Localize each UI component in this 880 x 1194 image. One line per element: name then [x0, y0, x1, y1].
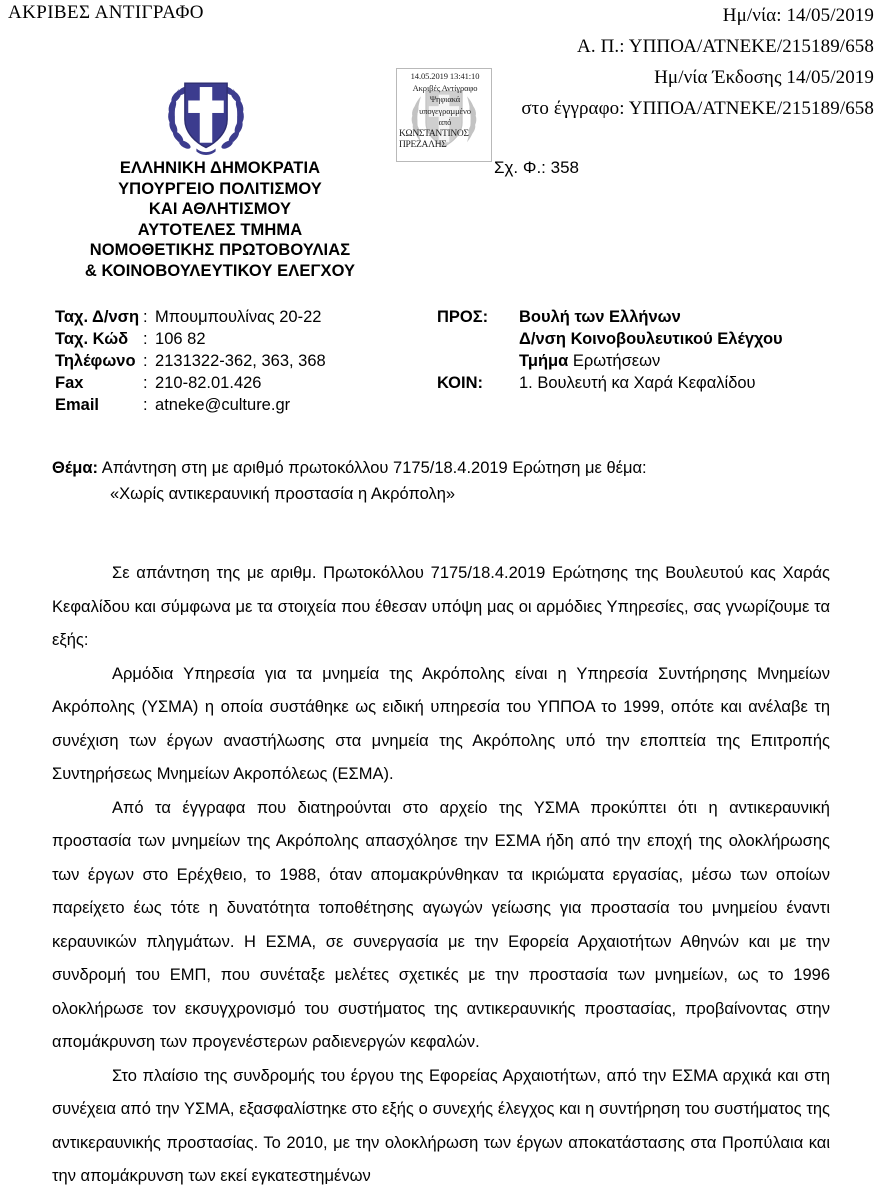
- recipient-to-line-1: Βουλή των Ελλήνων: [519, 308, 681, 326]
- ministry-line-republic: ΕΛΛΗΝΙΚΗ ΔΗΜΟΚΡΑΤΙΑ: [119, 159, 321, 177]
- stamp-signer-last-name: ΠΡΕΖΑΛΗΣ: [399, 139, 447, 150]
- recipient-spacer-1: [437, 328, 519, 350]
- contact-value-address: Μπουμπουλίνας 20-22: [155, 308, 322, 326]
- metadata-issue-date: Ημ/νία Έκδοσης 14/05/2019: [654, 67, 874, 88]
- contact-row-email: [55, 394, 326, 416]
- recipient-row-cc: [437, 372, 783, 394]
- contact-label-email: Email: [55, 396, 100, 414]
- ministry-line-sports: ΚΑΙ ΑΘΛΗΤΙΣΜΟΥ: [148, 200, 292, 218]
- digital-signature-stamp: [396, 68, 492, 162]
- contact-value-phone: 2131322-362, 363, 368: [155, 352, 326, 370]
- related-file-reference: Σχ. Φ.: 358: [494, 158, 579, 177]
- recipient-spacer-2: [437, 350, 519, 372]
- recipient-to-line-3: [519, 350, 783, 372]
- subject-block: [52, 455, 842, 507]
- recipient-row-to: [437, 306, 783, 328]
- ministry-line-legislative: ΝΟΜΟΘΕΤΙΚΗΣ ΠΡΩΤΟΒΟΥΛΙΑΣ: [89, 241, 351, 259]
- stamp-signed-word: υπογεγραμμένο: [419, 105, 471, 116]
- contact-label-fax: Fax: [55, 374, 84, 392]
- contact-row-phone: [55, 350, 326, 372]
- recipient-to-line-2: Δ/νση Κοινοβουλευτικού Ελέγχου: [519, 330, 783, 348]
- contact-sep-fax: :: [143, 374, 148, 392]
- stamp-signed-digitally: Ψηφιακά: [429, 94, 461, 104]
- body-paragraph-4: Στο πλαίσιο της συνδρομής του έργου της Εφορείας Αρχαιοτήτων, από την ΕΣΜΑ αρχικά και στη συνέχεια από την ΥΣΜΑ, εξασφαλίστηκε στο εξής ο συνεχής έλεγχος και η συντήρηση του συστήματος της αντικεραυνικής προστασίας. Το 2010, με την ολοκλήρωση των έργων αποκατάστασης στα Προπύλαια και την απομάκρυνση των εκεί εγκατεστημένων: [52, 1066, 830, 1185]
- contact-details-block: [55, 306, 326, 416]
- ministry-line-department: ΑΥΤΟΤΕΛΕΣ ΤΜΗΜΑ: [137, 220, 303, 239]
- stamp-signer-first-name: ΚΩΝΣΤΑΝΤΙΝΟΣ: [399, 128, 469, 139]
- contact-sep-phone: :: [143, 352, 148, 370]
- recipient-row-to-2: [437, 328, 783, 350]
- ministry-line-culture: ΥΠΟΥΡΓΕΙΟ ΠΟΛΙΤΙΣΜΟΥ: [118, 179, 322, 198]
- contact-sep-email: :: [143, 396, 148, 414]
- contact-value-postcode: 106 82: [155, 330, 206, 348]
- contact-value-email: atneke@culture.gr: [155, 396, 291, 414]
- document-body: [52, 557, 830, 1194]
- stamp-by-word: από: [438, 117, 452, 127]
- protocol-metadata: [521, 0, 874, 124]
- contact-row-fax: [55, 372, 326, 394]
- body-paragraph-3: Από τα έγγραφα που διατηρούνται στο αρχείο της ΥΣΜΑ προκύπτει ότι η αντικεραυνική προστασία των μνημείων της Ακρόπολης απασχόλησε την ΕΣΜΑ ήδη από την εποχή της ολοκλήρωσης των έργων στο Ερέχθειο, το 1988, όταν απομακρύνθηκαν τα ικριώματα εργασίας, μέσω των οποίων παρείχετο έως τότε η δυνατότητα τοποθέτησης αγωγών γείωσης για προστασία του μνημείου έναντι κεραυνικών πληγμάτων. Η ΕΣΜΑ, σε συνεργασία με την Εφορεία Αρχαιοτήτων Αθηνών και με την συνδρομή του ΕΜΠ, που συνέταξε μελέτες σχετικές με την προστασία των μνημείων, ως το 1996 ολοκλήρωσε τον εκσυγχρονισμό του συστήματος της αντικεραυνικής προστασίας, προβαίνοντας στην απομάκρυνση των προγενέστερων ραδιενεργών κεφαλών.: [52, 798, 830, 1051]
- recipient-to-department-bold: Τμήμα: [519, 352, 569, 370]
- contact-label-postcode: Ταχ. Κώδ: [55, 330, 129, 348]
- metadata-protocol-number: Α. Π.: ΥΠΠΟΑ/ΑΤΝΕΚΕ/215189/658: [577, 36, 874, 57]
- stamp-timestamp: 14.05.2019 13:41:10: [410, 71, 480, 81]
- recipient-row-to-3: [437, 350, 783, 372]
- contact-sep-postcode: :: [143, 330, 148, 348]
- certified-copy-label: ΑΚΡΙΒΕΣ ΑΝΤΙΓΡΑΦΟ: [8, 2, 204, 23]
- recipient-to-label: ΠΡΟΣ:: [437, 308, 489, 326]
- recipient-to-department-plain: Ερωτήσεων: [568, 352, 661, 370]
- subject-line-2: «Χωρίς αντικεραυνική προστασία η Ακρόπολη»: [110, 485, 456, 503]
- ministry-line-parliamentary: & ΚΟΙΝΟΒΟΥΛΕΥΤΙΚΟΥ ΕΛΕΓΧΟΥ: [84, 261, 356, 280]
- contact-row-postcode: [55, 328, 326, 350]
- metadata-date: Ημ/νία: 14/05/2019: [722, 5, 874, 26]
- recipients-block: [437, 306, 783, 394]
- subject-label: Θέμα:: [52, 459, 99, 477]
- contact-label-address: Ταχ. Δ/νση: [55, 308, 140, 326]
- stamp-text-block: [397, 71, 492, 151]
- ministry-heading: [0, 158, 440, 281]
- contact-value-fax: 210-82.01.426: [155, 374, 262, 392]
- metadata-document-reference: στο έγγραφο: ΥΠΠΟΑ/ΑΤΝΕΚΕ/215189/658: [521, 98, 874, 119]
- contact-row-address: [55, 306, 326, 328]
- subject-line-1: Απάντηση στη με αριθμό πρωτοκόλλου 7175/18.4.2019 Ερώτηση με θέμα:: [98, 459, 647, 477]
- greek-coat-of-arms-emblem: [158, 64, 254, 160]
- contact-label-phone: Τηλέφωνο: [55, 352, 136, 370]
- recipient-cc-line-1: 1. Βουλευτή κα Χαρά Κεφαλίδου: [519, 374, 756, 392]
- recipient-cc-label: ΚΟΙΝ:: [437, 374, 483, 392]
- body-paragraph-1: Σε απάντηση της με αριθμ. Πρωτοκόλλου 7175/18.4.2019 Ερώτησης της Βουλευτού κας Χαράς Κεφαλίδου και σύμφωνα με τα στοιχεία που έθεσαν υπόψη μας οι αρμόδιες Υπηρεσίες, σας γνωρίζουμε τα εξής:: [52, 564, 830, 649]
- stamp-certified-copy: Ακριβές Αντίγραφο: [412, 82, 478, 93]
- contact-sep-address: :: [143, 308, 148, 326]
- body-paragraph-2: Αρμόδια Υπηρεσία για τα μνημεία της Ακρόπολης είναι η Υπηρεσία Συντήρησης Μνημείων Ακρόπολης (ΥΣΜΑ) η οποία συστάθηκε ως ειδική υπηρεσία του ΥΠΠΟΑ το 1999, οπότε και ανέλαβε τη συνέχιση των έργων αναστήλωσης στα μνημεία της Ακρόπολης υπό την εποπτεία της Επιτροπής Συντηρήσεως Μνημείων Ακροπόλεως (ΕΣΜΑ).: [52, 664, 830, 783]
